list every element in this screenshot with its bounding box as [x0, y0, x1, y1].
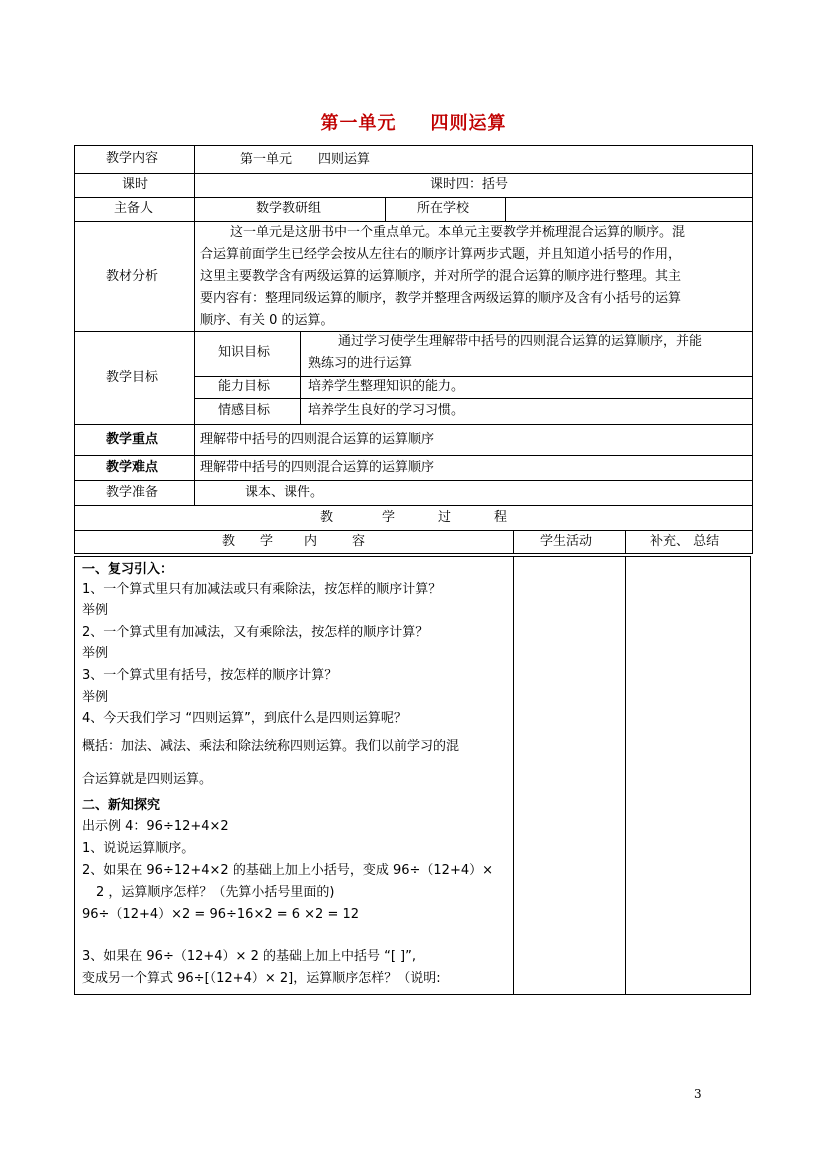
- difficulty-value: 理解带中括号的四则混合运算的运算顺序: [200, 460, 435, 475]
- page-title: [0, 109, 827, 135]
- preparation-value: 课本、课件。: [245, 485, 324, 500]
- analysis-line: 合运算前面学生已经学会按从左往右的顺序计算两步式题，并且知道小括号的作用，: [200, 247, 682, 262]
- goals-label: 教学目标: [106, 370, 159, 385]
- col-header-activity: 学生活动: [540, 534, 593, 549]
- preparer-value: 数学教研组: [256, 201, 322, 216]
- example-prompt-3: 举例: [82, 690, 109, 705]
- col-header-content-char: 学: [260, 534, 274, 549]
- process-header-char: 教: [320, 510, 334, 525]
- step-3-line-2: 变成另一个算式 96÷[（12+4）× 2]，运算顺序怎样？（说明:: [82, 971, 441, 986]
- school-label: 所在学校: [417, 201, 470, 216]
- col-header-content-char: 内: [304, 534, 318, 549]
- example-4: 出示例 4：96÷12+4×2: [82, 819, 229, 834]
- analysis-label: 教材分析: [106, 269, 159, 284]
- knowledge-goal-line: 通过学习使学生理解带中括号的四则混合运算的运算顺序，并能: [338, 334, 703, 349]
- review-question-3: 3、一个算式里有括号，按怎样的顺序计算？: [82, 668, 338, 683]
- content-label: 教学内容: [106, 151, 159, 166]
- step-3-line-1: 3、如果在 96÷（12+4）× 2 的基础上加上中括号 “[ ]”,: [82, 949, 416, 964]
- period-label: 课时: [122, 177, 149, 192]
- col-header-content-char: 容: [352, 534, 366, 549]
- step-2-line-2: 2 ，运算顺序怎样？（先算小括号里面的): [96, 885, 335, 900]
- process-header-char: 学: [382, 510, 396, 525]
- content-value-unit: 第一单元: [240, 152, 293, 167]
- key-point-value: 理解带中括号的四则混合运算的运算顺序: [200, 432, 435, 447]
- step-2-line-1: 2、如果在 96÷12+4×2 的基础上加上小括号，变成 96÷（12+4）×: [82, 863, 494, 878]
- emotion-goal-label: 情感目标: [218, 403, 271, 418]
- col-header-content-char: 教: [222, 534, 236, 549]
- review-question-2: 2、一个算式里有加减法，又有乘除法，按怎样的顺序计算？: [82, 625, 429, 640]
- emotion-goal-value: 培养学生良好的学习习惯。: [308, 403, 465, 418]
- example-prompt-1: 举例: [82, 603, 109, 618]
- analysis-text: [200, 222, 752, 332]
- summary-line-2: 合运算就是四则运算。: [82, 772, 213, 787]
- ability-goal-value: 培养学生整理知识的能力。: [308, 379, 465, 394]
- summary-line-1: 概括：加法、减法、乘法和除法统称四则运算。我们以前学习的混: [82, 739, 460, 754]
- analysis-line: 顺序、有关 0 的运算。: [200, 313, 334, 328]
- preparer-label: 主备人: [114, 201, 154, 216]
- key-point-label: 教学重点: [106, 432, 159, 447]
- review-question-4: 4、今天我们学习 “四则运算”，到底什么是四则运算呢？: [82, 711, 407, 726]
- new-knowledge-heading: 二、新知探究: [82, 798, 161, 813]
- review-question-1: 1、一个算式里只有加减法或只有乘除法，按怎样的顺序计算？: [82, 582, 442, 597]
- analysis-line: 这里主要教学含有两级运算的运算顺序，并对所学的混合运算的顺序进行整理。其主: [200, 269, 682, 284]
- analysis-line: 这一单元是这册书中一个重点单元。本单元主要教学并梳理混合运算的顺序。混: [230, 225, 686, 240]
- knowledge-goal-label: 知识目标: [218, 345, 271, 360]
- knowledge-goal-text: [308, 331, 752, 375]
- example-prompt-2: 举例: [82, 646, 109, 661]
- step-1: 1、说说运算顺序。: [82, 841, 195, 856]
- knowledge-goal-line: 熟练习的进行运算: [308, 356, 413, 371]
- difficulty-label: 教学难点: [106, 460, 159, 475]
- title-part2: 四则运算: [430, 113, 507, 134]
- preparation-label: 教学准备: [106, 485, 159, 500]
- content-value-topic: 四则运算: [318, 152, 371, 167]
- period-value: 课时四：括号: [430, 177, 509, 192]
- review-heading: 一、复习引入：: [82, 562, 174, 577]
- analysis-line: 要内容有：整理同级运算的顺序，教学并整理含两级运算的顺序及含有小括号的运算: [200, 291, 682, 306]
- process-header-char: 过: [438, 510, 452, 525]
- ability-goal-label: 能力目标: [218, 379, 271, 394]
- calculation: 96÷（12+4）×2 = 96÷16×2 = 6 ×2 = 12: [82, 907, 360, 922]
- process-header-char: 程: [494, 510, 508, 525]
- page-number: 3: [694, 1087, 702, 1101]
- title-part1: 第一单元: [320, 113, 397, 134]
- col-header-summary: 补充、 总结: [650, 534, 720, 549]
